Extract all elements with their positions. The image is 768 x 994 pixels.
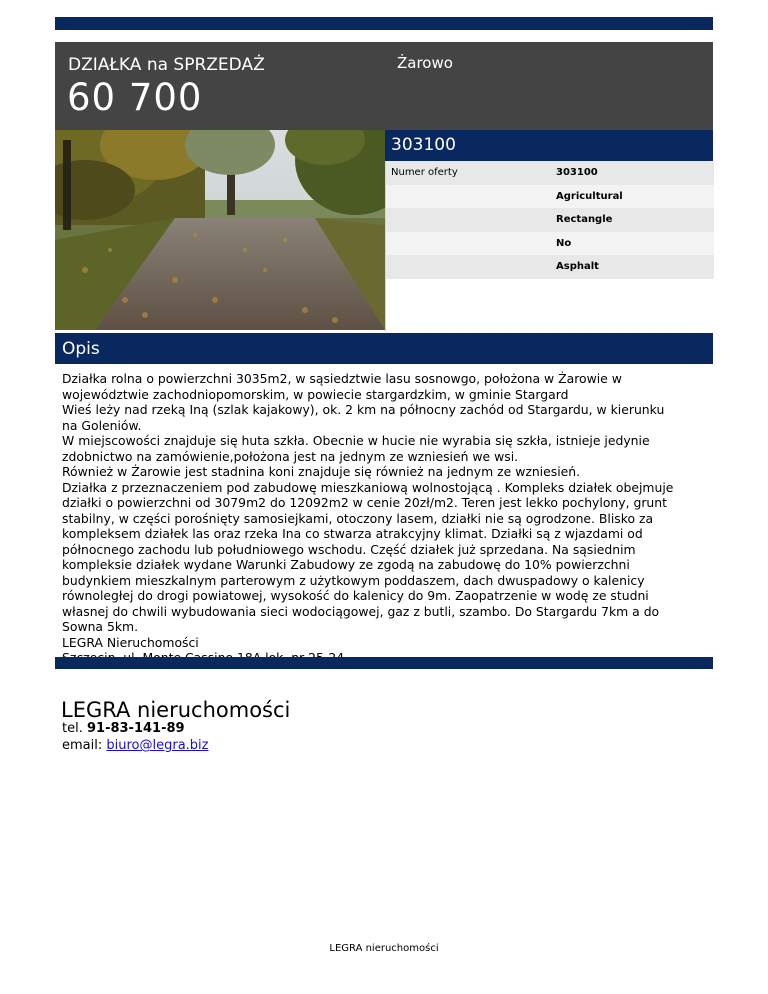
agency-name: LEGRA nieruchomości bbox=[61, 698, 291, 722]
description-line: zdobnictwo na zamówienie,położona jest na jednym ze wzniesień we wsi. bbox=[62, 448, 519, 464]
description-line: Działka z przeznaczeniem pod zabudowę mieszkaniową wolnostojącą . Kompleks działek obejmuje bbox=[62, 479, 674, 495]
phone-number: 91-83-141-89 bbox=[86, 721, 185, 736]
description-line: kompleksie działek wydane Warunki Zabudowy ze zgodą na zabudowę do 10% powierzchni bbox=[62, 557, 630, 572]
bottom-accent-bar bbox=[55, 657, 713, 669]
description-line: województwie zachodniopomorskim, w powiecie stargardzkim, w gminie Stargard bbox=[62, 386, 569, 402]
description-line: Działka rolna o powierzchni 3035m2, w sąsiedztwie lasu sosnowgo, położona w Żarowie w bbox=[62, 371, 622, 386]
description-line: stabilny, w części porośnięty samosiejkami, otoczony lasem, działki nie są ogrodzone. Blisko za bbox=[62, 510, 654, 526]
details-value: No bbox=[556, 237, 572, 249]
details-row bbox=[386, 255, 714, 279]
details-row bbox=[386, 161, 714, 185]
description-line: Również w Żarowie jest stadnina koni znajduje się również na jednym ze wzniesień. bbox=[62, 464, 581, 479]
description-line: LEGRA Nieruchomości bbox=[62, 634, 199, 650]
listing-header bbox=[55, 42, 713, 130]
details-table bbox=[385, 161, 714, 332]
page-footer: LEGRA nieruchomości bbox=[329, 943, 439, 954]
details-value: Agricultural bbox=[556, 190, 623, 202]
description-title: Opis bbox=[62, 339, 100, 359]
description-line: północnego zachodu lub południowego wschodu. Część działek już sprzedana. Na sąsiednim bbox=[62, 541, 636, 557]
property-photo bbox=[55, 130, 385, 330]
description-text bbox=[62, 371, 708, 666]
email-link[interactable]: biuro@legra.biz bbox=[106, 738, 209, 753]
offer-id: 303100 bbox=[391, 135, 456, 155]
details-label: Numer oferty bbox=[391, 167, 458, 178]
contact-phone bbox=[62, 721, 185, 736]
description-line: Wieś leży nad rzeką Iną (szlak kajakowy), ok. 2 km na północny zachód od Stargardu, w kierunku bbox=[62, 402, 665, 417]
email-label: email: bbox=[62, 738, 103, 753]
listing-type: DZIAŁKA na SPRZEDAŻ bbox=[68, 55, 265, 75]
top-accent-bar bbox=[55, 17, 713, 30]
description-line: kompleksem działek las oraz rzeka Ina co stwarza atrakcyjny klimat. Działki są z wjazdami od bbox=[62, 526, 643, 541]
description-header bbox=[55, 333, 713, 364]
contact-email bbox=[62, 738, 208, 753]
details-value: Rectangle bbox=[556, 214, 613, 225]
details-value: Asphalt bbox=[556, 261, 599, 272]
listing-city: Żarowo bbox=[397, 54, 453, 72]
offer-id-bar bbox=[385, 130, 713, 161]
details-row bbox=[386, 208, 714, 232]
listing-price: 60 700 bbox=[67, 76, 203, 119]
description-line: W miejscowości znajduje się huta szkła. Obecnie w hucie nie wyrabia się szkła, istnieje jedynie bbox=[62, 433, 650, 448]
description-line: działki o powierzchni od 3079m2 do 12092m2 w cenie 20zł/m2. Teren jest lekko pochylony, grunt bbox=[62, 495, 667, 510]
details-value: 303100 bbox=[556, 167, 598, 178]
description-line: na Goleniów. bbox=[62, 417, 142, 433]
description-line: własnej do chwili wybudowania sieci wodociągowej, gaz z butli, szambo. Do Stargardu 7km a do bbox=[62, 603, 660, 619]
details-row bbox=[386, 185, 714, 209]
description-line: Sowna 5km. bbox=[62, 619, 139, 634]
description-line: równoległej do drogi powiatowej, wysokość do kalenicy do 9m. Zaopatrzenie w wodę ze studni bbox=[62, 588, 649, 603]
details-row bbox=[386, 232, 714, 256]
phone-label: tel. bbox=[62, 721, 83, 736]
description-line: budynkiem mieszkalnym parterowym z użytkowym poddaszem, dach dwuspadowy o kalenicy bbox=[62, 572, 645, 588]
